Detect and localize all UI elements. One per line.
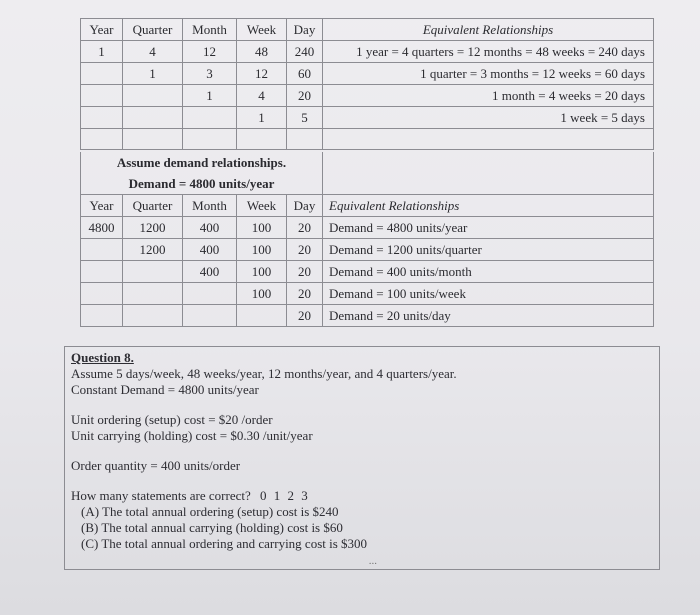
cell-week: 12	[237, 63, 287, 85]
assume-demand-heading: Assume demand relationships.	[81, 152, 323, 173]
demand-statement: Demand = 4800 units/year	[81, 173, 323, 195]
blank-cell	[323, 152, 654, 173]
time-relationships-table	[80, 18, 654, 150]
answer-options[interactable]: 0 1 2 3	[260, 488, 310, 503]
spacer-cell	[123, 129, 183, 150]
cell-year	[81, 85, 123, 107]
header-month: Month	[183, 195, 237, 217]
cell-month	[183, 107, 237, 129]
table-header-row	[81, 195, 654, 217]
cell-week: 100	[237, 217, 287, 239]
cell-quarter	[123, 85, 183, 107]
cell-month: 12	[183, 41, 237, 63]
assumptions-text: Assume 5 days/week, 48 weeks/year, 12 months/year, and 4 quarters/year.	[71, 366, 457, 381]
spacer-cell	[237, 129, 287, 150]
demand-relationships-table	[80, 152, 654, 327]
cell-day: 60	[287, 63, 323, 85]
cell-year	[81, 261, 123, 283]
cell-year	[81, 283, 123, 305]
cell-day: 20	[287, 305, 323, 327]
header-year: Year	[81, 19, 123, 41]
cell-month	[183, 283, 237, 305]
cell-day: 20	[287, 85, 323, 107]
header-quarter: Quarter	[123, 19, 183, 41]
cell-relationship: Demand = 100 units/week	[323, 283, 654, 305]
cell-relationship: 1 month = 4 weeks = 20 days	[323, 85, 654, 107]
table-row	[81, 239, 654, 261]
header-equivalent-relationships: Equivalent Relationships	[323, 195, 654, 217]
table-header-row	[81, 19, 654, 41]
question-title: Question 8.	[71, 350, 134, 365]
table-row	[81, 261, 654, 283]
cell-relationship: Demand = 4800 units/year	[323, 217, 654, 239]
cell-week: 1	[237, 107, 287, 129]
cell-week: 4	[237, 85, 287, 107]
spacer-cell	[183, 129, 237, 150]
carrying-cost-text: Unit carrying (holding) cost = $0.30 /unit/year	[71, 428, 313, 443]
statement-a: (A) The total annual ordering (setup) cost is $240	[81, 504, 339, 519]
cell-relationship: 1 year = 4 quarters = 12 months = 48 weeks = 240 days	[323, 41, 654, 63]
question-prompt: How many statements are correct?	[71, 488, 251, 503]
table-row	[81, 41, 654, 63]
spacer-cell	[287, 129, 323, 150]
cell-day: 5	[287, 107, 323, 129]
spacer-cell	[323, 129, 654, 150]
cell-quarter: 4	[123, 41, 183, 63]
cell-year	[81, 305, 123, 327]
cell-quarter: 1200	[123, 217, 183, 239]
cell-year: 4800	[81, 217, 123, 239]
cell-month: 1	[183, 85, 237, 107]
cell-year	[81, 63, 123, 85]
header-day: Day	[287, 195, 323, 217]
cell-day: 20	[287, 261, 323, 283]
header-quarter: Quarter	[123, 195, 183, 217]
table-row	[81, 107, 654, 129]
cell-week: 48	[237, 41, 287, 63]
cell-relationship: Demand = 400 units/month	[323, 261, 654, 283]
cell-year	[81, 107, 123, 129]
assume-row	[81, 152, 654, 173]
more-ellipsis: ...	[368, 555, 377, 567]
table-row	[81, 217, 654, 239]
table-row	[81, 85, 654, 107]
cell-relationship: 1 quarter = 3 months = 12 weeks = 60 days	[323, 63, 654, 85]
cell-week	[237, 305, 287, 327]
table-row	[81, 283, 654, 305]
order-quantity-text: Order quantity = 400 units/order	[71, 458, 241, 473]
ordering-cost-text: Unit ordering (setup) cost = $20 /order	[71, 412, 273, 427]
header-day: Day	[287, 19, 323, 41]
question-prompt-line	[71, 488, 653, 504]
demand-row	[81, 173, 654, 195]
question-box	[64, 346, 660, 570]
header-month: Month	[183, 19, 237, 41]
statement-c: (C) The total annual ordering and carrying cost is $300	[81, 536, 368, 551]
cell-month: 400	[183, 217, 237, 239]
cell-month: 400	[183, 239, 237, 261]
table-spacer-row	[81, 129, 654, 150]
cell-quarter	[123, 107, 183, 129]
cell-month: 400	[183, 261, 237, 283]
table-row	[81, 305, 654, 327]
header-equivalent-relationships: Equivalent Relationships	[323, 19, 654, 41]
cell-quarter: 1200	[123, 239, 183, 261]
cell-day: 20	[287, 239, 323, 261]
spacer-cell	[81, 129, 123, 150]
cell-quarter	[123, 283, 183, 305]
cell-month	[183, 305, 237, 327]
constant-demand-text: Constant Demand = 4800 units/year	[71, 382, 259, 397]
cell-relationship: 1 week = 5 days	[323, 107, 654, 129]
cell-quarter	[123, 305, 183, 327]
cell-week: 100	[237, 283, 287, 305]
cell-week: 100	[237, 261, 287, 283]
table-row	[81, 63, 654, 85]
cell-year	[81, 239, 123, 261]
cell-month: 3	[183, 63, 237, 85]
cell-year: 1	[81, 41, 123, 63]
cell-day: 20	[287, 217, 323, 239]
cell-quarter: 1	[123, 63, 183, 85]
blank-cell	[323, 173, 654, 195]
header-year: Year	[81, 195, 123, 217]
cell-day: 20	[287, 283, 323, 305]
cell-day: 240	[287, 41, 323, 63]
statement-b: (B) The total annual carrying (holding) cost is $60	[81, 520, 343, 535]
cell-quarter	[123, 261, 183, 283]
cell-relationship: Demand = 20 units/day	[323, 305, 654, 327]
cell-relationship: Demand = 1200 units/quarter	[323, 239, 654, 261]
header-week: Week	[237, 19, 287, 41]
header-week: Week	[237, 195, 287, 217]
cell-week: 100	[237, 239, 287, 261]
